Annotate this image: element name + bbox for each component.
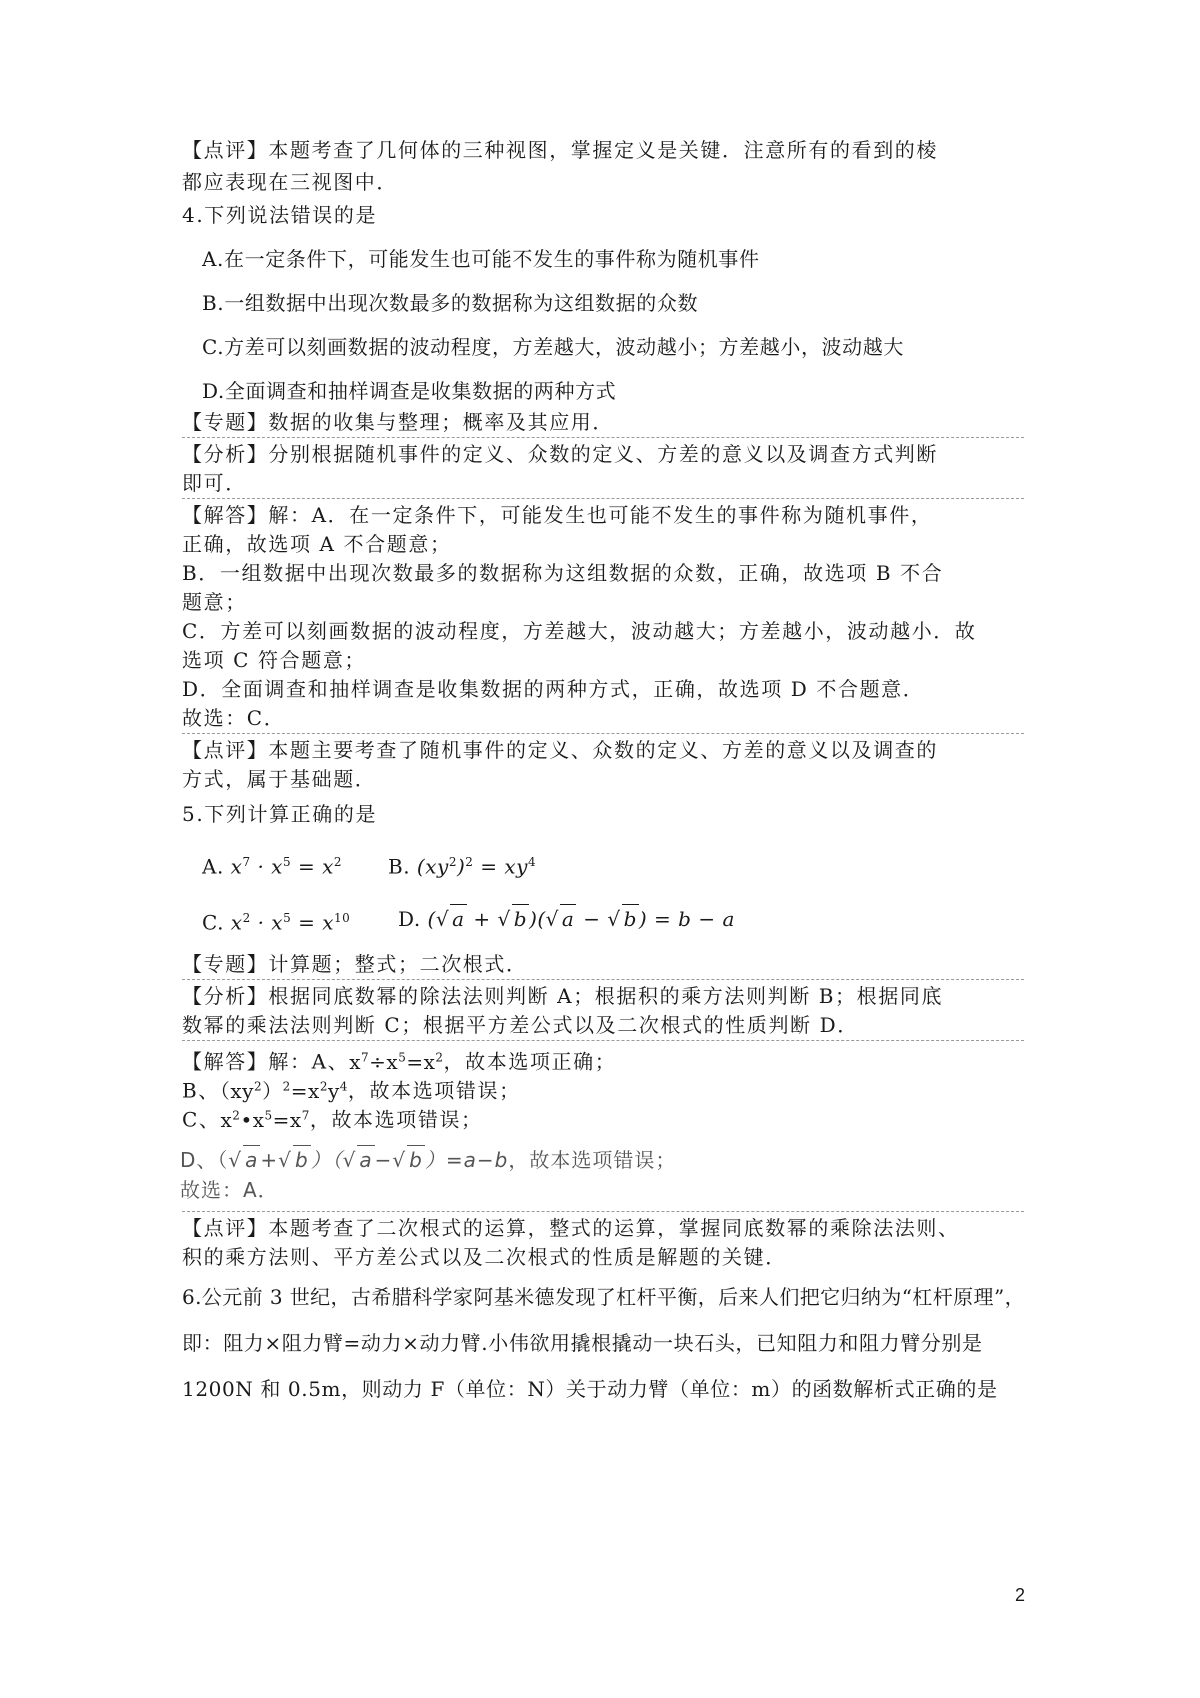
q4-answer-8: 故选：C．	[182, 706, 286, 730]
divider	[182, 1211, 1024, 1212]
q4-option-b: B.一组数据中出现次数最多的数据称为这组数据的众数	[202, 291, 699, 315]
q4-answer-1: 【解答】解：A．在一定条件下，可能发生也可能不发生的事件称为随机事件，	[182, 503, 933, 527]
q5-option-c: C. $x^2 \cdot x^5 = x^{10}$	[202, 910, 351, 935]
q5-option-b: B. $(xy^2)^2 = xy^4$	[388, 854, 537, 879]
question-5-title: 5.下列计算正确的是	[182, 802, 378, 826]
q4-answer-3: B．一组数据中出现次数最多的数据称为这组数据的众数，正确，故选项 B 不合	[182, 561, 944, 585]
q5-answer-d: D、（√ a +√ b ）（√ a −√ b ）=a−b，故本选项错误；	[180, 1145, 676, 1174]
q4-comment-1: 【点评】本题主要考查了随机事件的定义、众数的定义、方差的意义以及调查的	[182, 738, 938, 762]
divider	[182, 437, 1024, 438]
q5-analysis-1: 【分析】根据同底数幂的除法法则判断 A；根据积的乘方法则判断 B；根据同底	[182, 984, 944, 1008]
question-4-title: 4.下列说法错误的是	[182, 203, 378, 227]
q5-option-d: D. (√ a + √ b )(√ a − √ b ) = b − a	[398, 904, 735, 933]
q4-topic: 【专题】数据的收集与整理；概率及其应用．	[182, 410, 614, 434]
q5-topic: 【专题】计算题；整式；二次根式．	[182, 952, 528, 976]
question-6-line-1: 6.公元前 3 世纪，古希腊科学家阿基米德发现了杠杆平衡，后来人们把它归纳为“杠杆原理”，	[182, 1285, 1025, 1309]
q5-answer-a: 【解答】解：A、$x^7\div x^5=x^2$，故本选项正确；	[182, 1049, 617, 1074]
q4-answer-6: 选项 C 符合题意；	[182, 648, 367, 672]
comment-line-1: 【点评】本题考查了几何体的三种视图，掌握定义是关键．注意所有的看到的棱	[182, 138, 938, 162]
q4-answer-2: 正确，故选项 A 不合题意；	[182, 532, 452, 556]
divider	[182, 498, 1024, 499]
q4-comment-2: 方式，属于基础题．	[182, 767, 377, 791]
question-6-line-2: 即：阻力×阻力臂=动力×动力臂.小伟欲用撬根撬动一块石头，已知阻力和阻力臂分别是	[182, 1331, 983, 1355]
q4-answer-4: 题意；	[182, 590, 247, 614]
q4-answer-5: C．方差可以刻画数据的波动程度，方差越大，波动越大；方差越小，波动越小．故	[182, 619, 977, 643]
page-number: 2	[1015, 1585, 1026, 1605]
q5-answer-final: 故选：A．	[180, 1178, 279, 1202]
q4-option-d: D.全面调查和抽样调查是收集数据的两种方式	[202, 379, 617, 403]
comment-line-2: 都应表现在三视图中．	[182, 170, 398, 194]
q5-comment-1: 【点评】本题考查了二次根式的运算，整式的运算，掌握同底数幂的乘除法法则、	[182, 1216, 960, 1240]
q5-comment-2: 积的乘方法则、平方差公式以及二次根式的性质是解题的关键．	[182, 1245, 787, 1269]
q4-answer-7: D．全面调查和抽样调查是收集数据的两种方式，正确，故选项 D 不合题意．	[182, 677, 925, 701]
question-6-line-3: 1200N 和 0.5m，则动力 F（单位：N）关于动力臂（单位：m）的函数解析式正确的是	[182, 1377, 998, 1401]
q4-option-a: A.在一定条件下，可能发生也可能不发生的事件称为随机事件	[202, 247, 760, 271]
q4-option-c: C.方差可以刻画数据的波动程度，方差越大，波动越小；方差越小，波动越大	[202, 335, 904, 359]
divider	[182, 733, 1024, 734]
divider	[182, 1040, 1024, 1041]
q5-option-a: A. $x^7 \cdot x^5 = x^2$	[202, 854, 342, 879]
q5-answer-c: C、$x^2•x^5=x^7$，故本选项错误；	[182, 1107, 483, 1132]
q5-answer-b: B、$(xy^2)^2=x^2y^4$，故本选项错误；	[182, 1078, 521, 1103]
q5-analysis-2: 数幂的乘法法则判断 C；根据平方差公式以及二次根式的性质判断 D．	[182, 1013, 859, 1037]
q4-analysis-2: 即可．	[182, 471, 247, 495]
divider	[182, 979, 1024, 980]
q4-analysis-1: 【分析】分别根据随机事件的定义、众数的定义、方差的意义以及调查方式判断	[182, 442, 938, 466]
